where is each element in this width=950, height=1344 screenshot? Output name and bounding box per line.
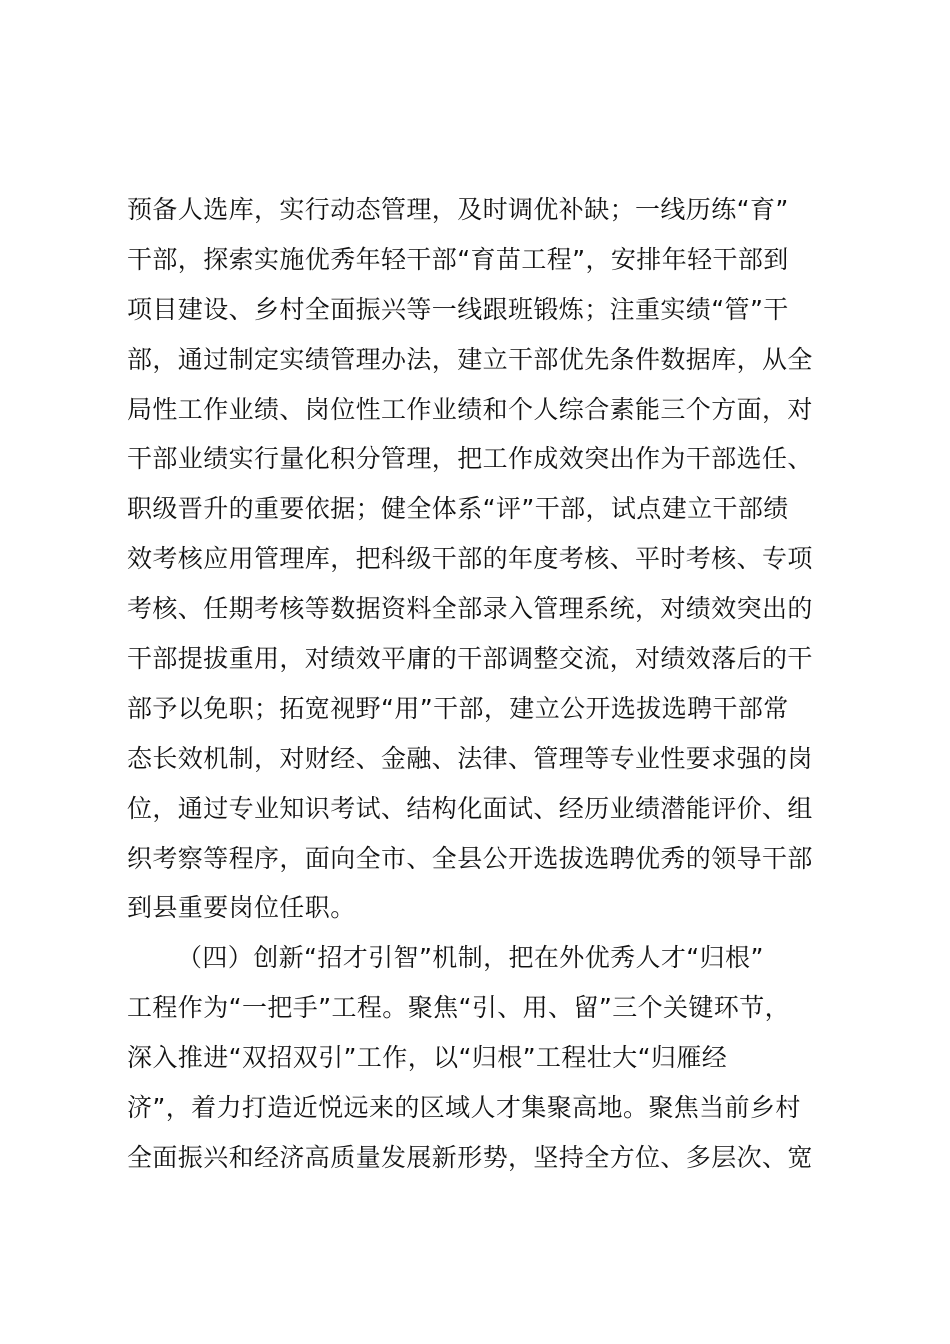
text-line: 项目建设、乡村全面振兴等一线跟班锻炼；注重实绩“管”干 — [127, 294, 789, 324]
text-line: 考核、任期考核等数据资料全部录入管理系统，对绩效突出的 — [127, 594, 813, 624]
paragraph-1 — [127, 185, 847, 933]
text-line: 工程作为“一把手”工程。聚焦“引、用、留”三个关键环节， — [127, 992, 791, 1022]
text-line: 干部，探索实施优秀年轻干部“育苗工程”，安排年轻干部到 — [127, 244, 789, 274]
text-line: 部，通过制定实绩管理办法，建立干部优先条件数据库，从全 — [127, 344, 813, 374]
text-line: 预备人选库，实行动态管理，及时调优补缺；一线历练“育” — [127, 195, 789, 224]
text-line: 干部提拔重用，对绩效平庸的干部调整交流，对绩效落后的干 — [127, 644, 813, 674]
text-line: 职级晋升的重要依据；健全体系“评”干部，试点建立干部绩 — [127, 494, 789, 524]
text-line: 深入推进“双招双引”工作，以“归根”工程壮大“归雁经 — [127, 1042, 728, 1072]
text-line: 效考核应用管理库，把科级干部的年度考核、平时考核、专项 — [127, 544, 813, 574]
text-line: 部予以免职；拓宽视野“用”干部，建立公开选拔选聘干部常 — [127, 693, 789, 723]
text-line: 全面振兴和经济高质量发展新形势，坚持全方位、多层次、宽 — [127, 1142, 813, 1172]
text-line-indented: （四）创新“招才引智”机制，把在外优秀人才“归根” — [177, 943, 764, 972]
paragraph-2 — [127, 933, 847, 1182]
text-line: 位，通过专业知识考试、结构化面试、经历业绩潜能评价、组 — [127, 793, 813, 823]
text-line: 织考察等程序，面向全市、全县公开选拔选聘优秀的领导干部 — [127, 843, 813, 873]
text-line: 态长效机制，对财经、金融、法律、管理等专业性要求强的岗 — [127, 743, 813, 773]
text-line: 干部业绩实行量化积分管理，把工作成效突出作为干部选任、 — [127, 444, 813, 474]
text-line: 济”，着力打造近悦远来的区域人才集聚高地。聚焦当前乡村 — [127, 1092, 801, 1122]
text-line: 局性工作业绩、岗位性工作业绩和个人综合素能三个方面，对 — [127, 394, 813, 424]
text-line: 到县重要岗位任职。 — [127, 893, 356, 923]
